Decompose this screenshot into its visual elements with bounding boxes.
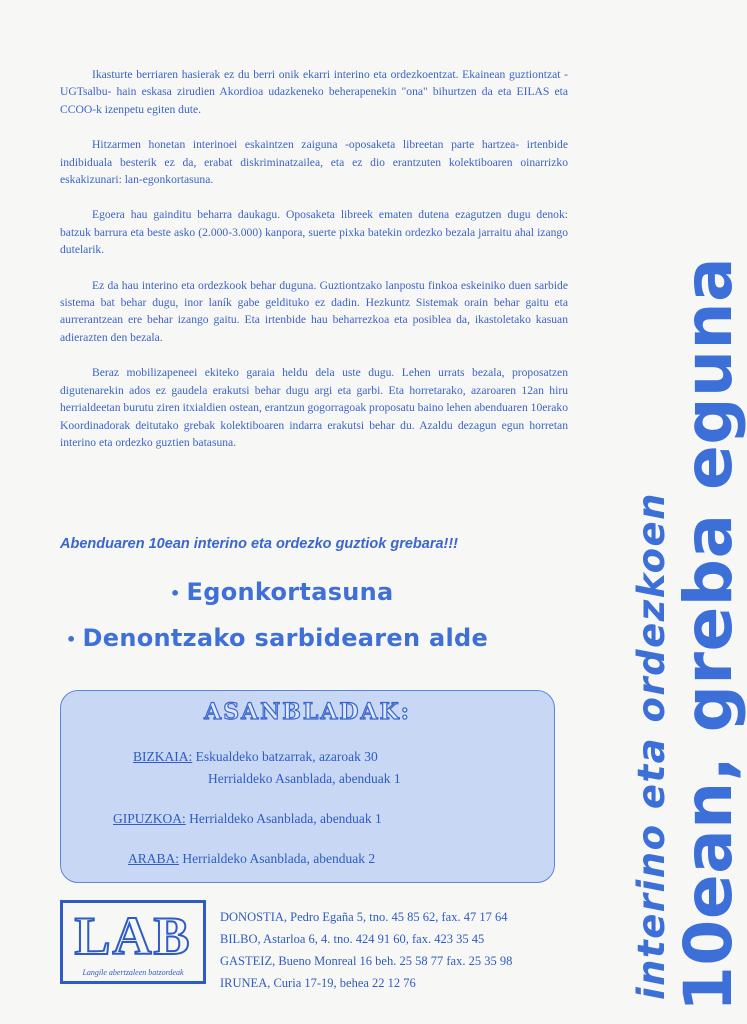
strike-slogan: Abenduaren 10ean interino eta ordezko guztiok grebara!!! bbox=[60, 536, 459, 552]
region-label: BIZKAIA: bbox=[133, 749, 193, 764]
body-text bbox=[60, 66, 568, 469]
address-line: DONOSTIA, Pedro Egaña 5, tno. 45 85 62, fax. 47 17 64 bbox=[220, 910, 508, 924]
lab-logo bbox=[60, 900, 206, 984]
assembly-detail: Herrialdeko Asanblada, abenduak 1 bbox=[189, 811, 382, 826]
address-line: BILBO, Astarloa 6, 4. tno. 424 91 60, fax. 423 35 45 bbox=[220, 932, 485, 946]
address-line: GASTEIZ, Bueno Monreal 16 beh. 25 58 77 fax. 25 35 98 bbox=[220, 954, 513, 968]
headline-title: 10ean, greba eguna bbox=[670, 256, 747, 1012]
assembly-detail: Eskualdeko batzarrak, azaroak 30 bbox=[195, 749, 378, 764]
demand-label: Egonkortasuna bbox=[186, 578, 394, 606]
region-label: GIPUZKOA: bbox=[113, 811, 186, 826]
office-addresses bbox=[220, 910, 620, 998]
assembly-detail: Herrialdeko Asanblada, abenduak 2 bbox=[182, 851, 376, 866]
paragraph-5: Beraz mobilizapeneei ekiteko garaia heldu dela uste dugu. Lehen urrats bezala, proposatzen digutenarekin ados ez gaudela erakutsi behar dugu argi eta garbi. Eta horretarako, azaroaren 12an hiru herrialdeetan burutu ziren itxialdien ostean, erantzun gogorragoak proposatu baino lehen abenduaren 10erako Koordinadorak deitutako grebak kolektiboaren indarra erakutsi behar du. Azaldu dezagun egun horretan interino eta ordezko guztien batasuna. bbox=[60, 366, 568, 449]
address-line: IRUNEA, Curia 17-19, behea 22 12 76 bbox=[220, 976, 416, 990]
logo-subtitle: Langile abertzaleen batzordeak bbox=[82, 968, 184, 977]
assemblies-title: ASANBLADAK: bbox=[204, 699, 411, 725]
demands-list bbox=[66, 578, 586, 670]
paragraph-4: Ez da hau interino eta ordezkook behar duguna. Guztiontzako lanpostu finkoa eskeiniko duen sarbide sistema bat behar dugu, inor laník gabe geldituko ez dadin. Hezkuntz Sistemak orain behar gaitu eta aurrerantzean ere behar izango gaitu. Eta irtenbide hau beharrezkoa eta posiblea da, ikastoletako kasuan adierazten den bezala. bbox=[60, 278, 568, 344]
demand-label: Denontzako sarbidearen alde bbox=[82, 624, 489, 652]
assembly-araba bbox=[128, 851, 375, 867]
assembly-detail: Herrialdeko Asanblada, abenduak 1 bbox=[208, 771, 401, 786]
demand-item bbox=[66, 624, 586, 652]
logo-mark: LAB bbox=[74, 906, 192, 966]
assembly-bizkaia-2 bbox=[208, 771, 401, 787]
bullet-icon: • bbox=[66, 629, 77, 649]
headline-subtitle: interino eta ordezkoen bbox=[630, 492, 673, 1000]
paragraph-2: Hitzarmen honetan interinoei eskaintzen zaiguna -oposaketa libreetan parte hartzea- irtenbide indibiduala besterik ez da, erabat diskriminatzailea, eta ez dio erantzuten kolektiboaren oinarrizko eskakizunari: lan-egonkortasuna. bbox=[60, 138, 568, 187]
assembly-bizkaia bbox=[133, 749, 378, 765]
paragraph-1: Ikasturte berriaren hasierak ez du berri onik ekarri interino eta ordezkoentzat. Ekainean guztiontzat -UGTsalbu- hain eskasa zirudien Akordioa udazkeneko beherapenekin "ona" bihurtzen da eta EILAS eta CCOO-k izenpetu egiten dute. bbox=[60, 68, 568, 116]
demand-item bbox=[170, 578, 586, 606]
region-label: ARABA: bbox=[128, 851, 180, 866]
assembly-gipuzkoa bbox=[113, 811, 382, 827]
bullet-icon: • bbox=[170, 583, 181, 603]
paragraph-3: Egoera hau gainditu beharra daukagu. Oposaketa libreek ematen dutena ezagutzen dugu denok: batzuk barrura eta beste asko (2.000-3.000) kanpora, suerte pixka batekin ordezko bezala jarraitu ahal izango dutelarik. bbox=[60, 208, 568, 257]
assemblies-box bbox=[60, 690, 555, 883]
